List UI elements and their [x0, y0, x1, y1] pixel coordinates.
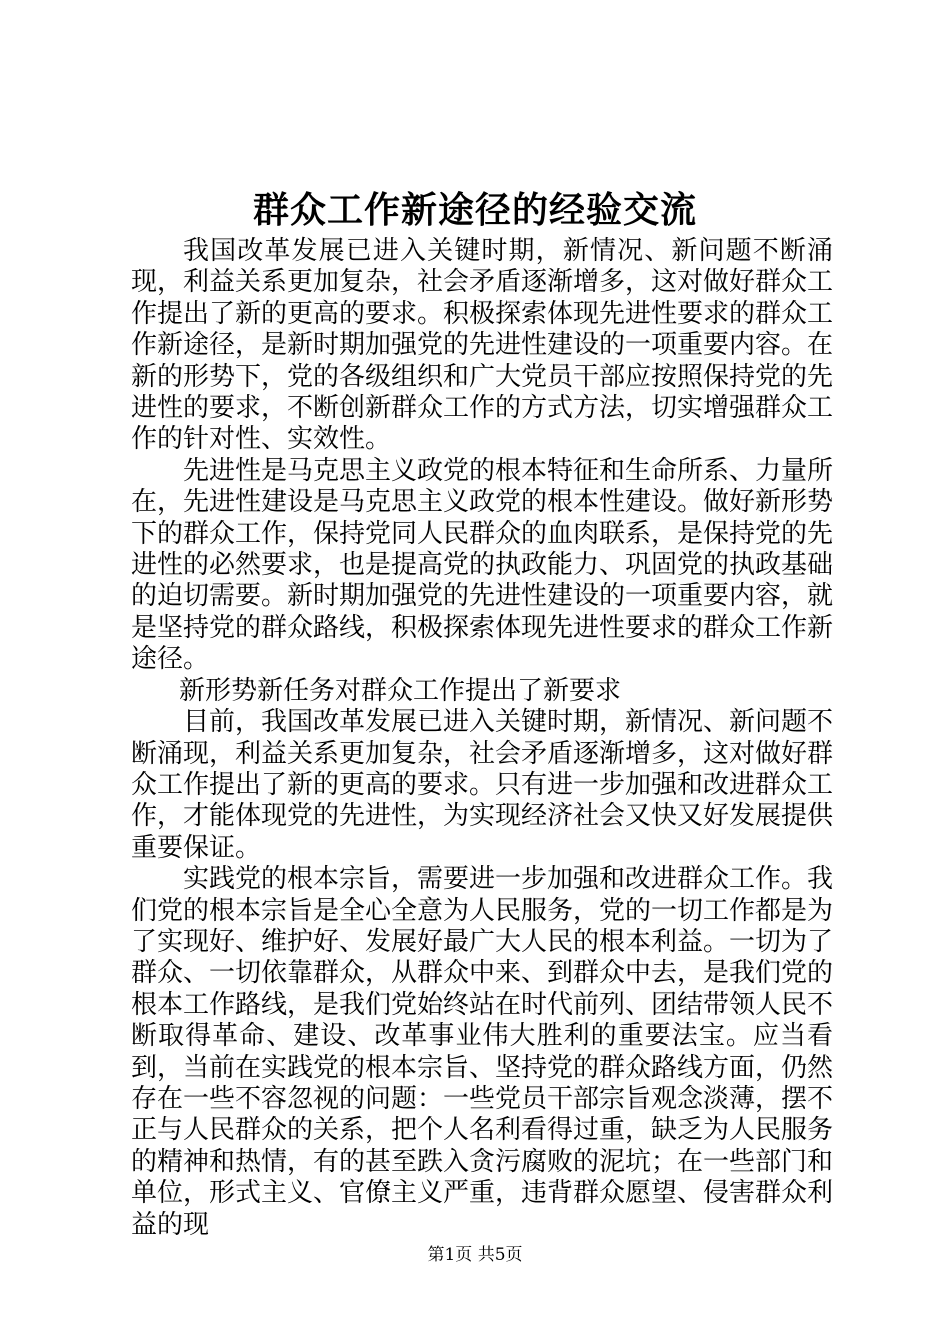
document-body: [131, 236, 833, 1241]
page-footer: 第1页 共5页: [427, 1245, 523, 1265]
document-title: 群众工作新途径的经验交流: [252, 189, 697, 231]
paragraph-2: 先进性是马克思主义政党的根本特征和生命所系、力量所在，先进性建设是马克思主义政党的根本性建设。做好新形势下的群众工作，保持党同人民群众的血肉联系，是保持党的先进性的必然要求，也是提高党的执政能力、巩固党的执政基础的迫切需要。新时期加强党的先进性建设的一项重要内容，就是坚持党的群众路线，积极探索体现先进性要求的群众工作新途径。: [131, 455, 834, 675]
paragraph-3: 目前，我国改革发展已进入关键时期，新情况、新问题不断涌现，利益关系更加复杂，社会矛盾逐渐增多，这对做好群众工作提出了新的更高的要求。只有进一步加强和改进群众工作，才能体现党的先进性，为实现经济社会又快又好发展提供重要保证。: [131, 707, 834, 863]
paragraph-1: 我国改革发展已进入关键时期，新情况、新问题不断涌现，利益关系更加复杂，社会矛盾逐渐增多，这对做好群众工作提出了新的更高的要求。积极探索体现先进性要求的群众工作新途径，是新时期加强党的先进性建设的一项重要内容。在新的形势下，党的各级组织和广大党员干部应按照保持党的先进性的要求，不断创新群众工作的方式方法，切实增强群众工作的针对性、实效性。: [131, 236, 834, 455]
section-heading: 新形势新任务对群众工作提出了新要求: [179, 675, 622, 706]
paragraph-4: 实践党的根本宗旨，需要进一步加强和改进群众工作。我们党的根本宗旨是全心全意为人民服务，党的一切工作都是为了实现好、维护好、发展好最广大人民的根本利益。一切为了群众、一切依靠群众，从群众中来、到群众中去，是我们党的根本工作路线，是我们党始终站在时代前列、团结带领人民不断取得革命、建设、改革事业伟大胜利的重要法宝。应当看到，当前在实践党的根本宗旨、坚持党的群众路线方面，仍然存在一些不容忽视的问题：一些党员干部宗旨观念淡薄，摆不正与人民群众的关系，把个人名利看得过重，缺乏为人民服务的精神和热情，有的甚至跌入贪污腐败的泥坑；在一些部门和单位，形式主义、官僚主义严重，违背群众愿望、侵害群众利益的现: [131, 864, 834, 1240]
